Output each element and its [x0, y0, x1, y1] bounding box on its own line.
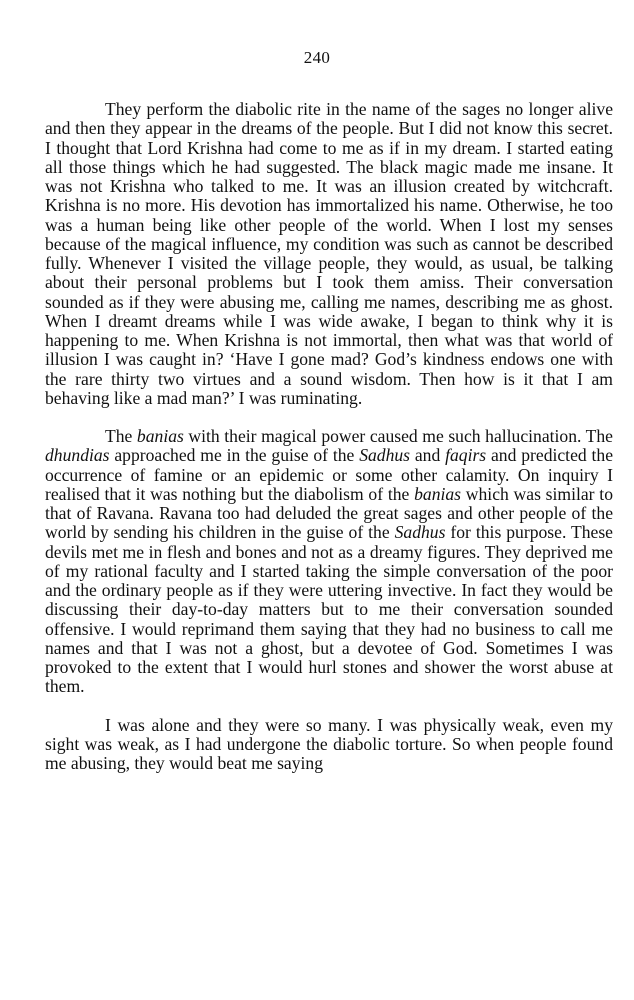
italic-term: faqirs: [445, 445, 487, 466]
italic-term: banias: [136, 426, 184, 446]
text-run: They perform the diabolic rite in the name of the sages no longer alive and then they appear in the dreams of the people. But I did not know this secret. I thought that Lord Krishna had come to me as if in my dream. I started eating all those things which he had suggested. The black magic made me insane. It was not Krishna who talked to me. It was an illusion created by witchcraft. Krishna is no more. His devotion has immortalized his name. Otherwise, he too was a human being like other people of the world. When I lost my senses because of the magical influence, my condition was such as cannot be described fully. Whenever I visited the village people, they would, as usual, be talking about their personal problems but I took them amiss. Their conversation sounded as if they were abusing me, calling me names, describing me as ghost. When I dreamt dreams while I was wide awake, I began to think why it is happening to me. When Krishna is not immortal, then what was that world of illusion I was caught in? ‘Have I gone mad? God’s kindness endows one with the rare thirty two virtues and a sound wisdom. Then how is it that I am behaving like a mad man?’ I was ruminating.: [45, 99, 613, 408]
text-run: and: [410, 445, 446, 466]
text-run: with their magical power caused me such hallucination. The: [183, 426, 613, 446]
text-run: and predicted the occurrence of famine or an epidemic or some other calamity. On inquiry I realised that it was nothing but the diabolism of the: [45, 445, 614, 504]
text-run: for this purpose. These devils met me in flesh and bones and not as a dreamy figures. They deprived me of my rational faculty and I started taking the simple conversation of the poor and the ordinary people as if they were uttering invective. In fact they would be discussing their day-to-day matters but to me their conversation sounded offensive. I would reprimand them saying that they had no business to call me names and that I was not a ghost, but a devotee of God. Sometimes I was provoked to the extent that I would hurl stones and shower the worst abuse at them.: [45, 522, 613, 697]
paragraph: [45, 100, 613, 408]
text-run: approached me in the guise of the: [109, 445, 360, 466]
text-run: which was similar to that of Ravana. Ravana too had deluded the great sages and other people of the world by sending his children in the guise of the: [45, 483, 613, 543]
italic-term: dhundias: [45, 445, 110, 466]
text-run: I was alone and they were so many. I was physically weak, even my sight was weak, as I had undergone the diabolic torture. So when people found me abusing, they would beat me saying: [45, 714, 613, 773]
italic-term: Sadhus: [394, 522, 446, 543]
italic-term: Sadhus: [359, 445, 411, 466]
italic-term: banias: [414, 483, 462, 504]
page-number: 240: [303, 48, 331, 67]
paragraph: [45, 427, 613, 697]
text-run: The: [105, 426, 137, 446]
body-text: [45, 100, 613, 773]
paragraph: [45, 716, 613, 774]
